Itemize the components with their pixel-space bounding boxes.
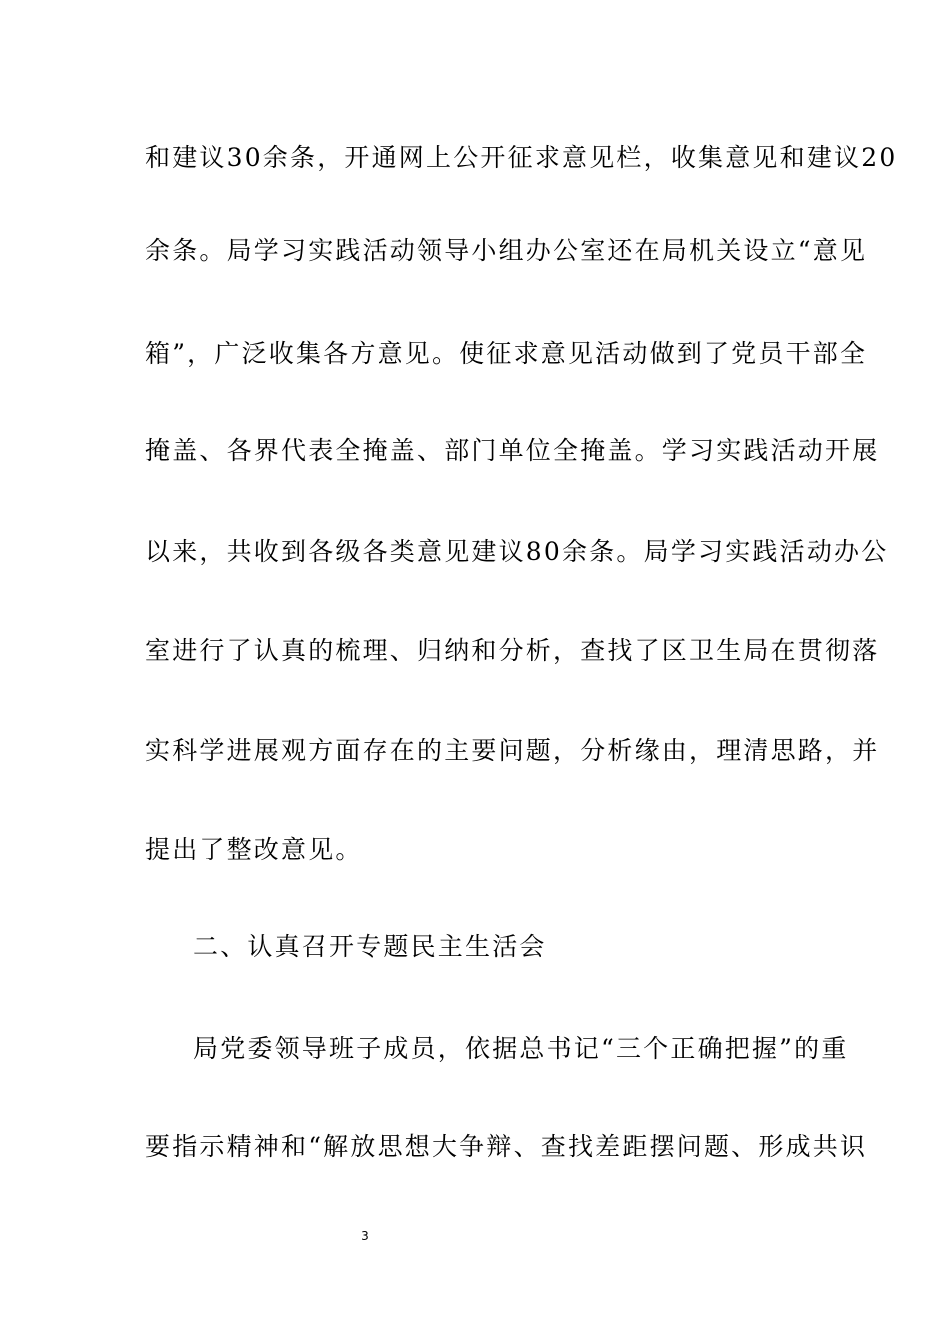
body-text-line: 掩盖、各界代表全掩盖、部门单位全掩盖。学习实践活动开展	[145, 436, 880, 465]
body-text-line: 余条。局学习实践活动领导小组办公室还在局机关设立“意见	[145, 236, 868, 265]
page-number: 3	[361, 1229, 369, 1243]
paragraph-last-line: 提出了整改意见。	[145, 835, 363, 864]
body-text-line: 箱”，广泛收集各方意见。使征求意见活动做到了党员干部全	[145, 339, 868, 368]
body-text-line: 和建议30余条，开通网上公开征求意见栏，收集意见和建议20	[145, 143, 898, 172]
body-text-line: 实科学进展观方面存在的主要问题，分析缘由，理清思路，并	[145, 736, 880, 765]
body-text-line: 室进行了认真的梳理、归纳和分析，查找了区卫生局在贯彻落	[145, 636, 880, 665]
body-text-line: 要指示精神和“解放思想大争辩、查找差距摆问题、形成共识	[145, 1132, 868, 1161]
paragraph-first-line: 局党委领导班子成员，依据总书记“三个正确把握”的重	[193, 1034, 849, 1063]
body-text-line: 以来，共收到各级各类意见建议80余条。局学习实践活动办公	[145, 537, 889, 566]
section-heading: 二、认真召开专题民主生活会	[193, 932, 547, 961]
